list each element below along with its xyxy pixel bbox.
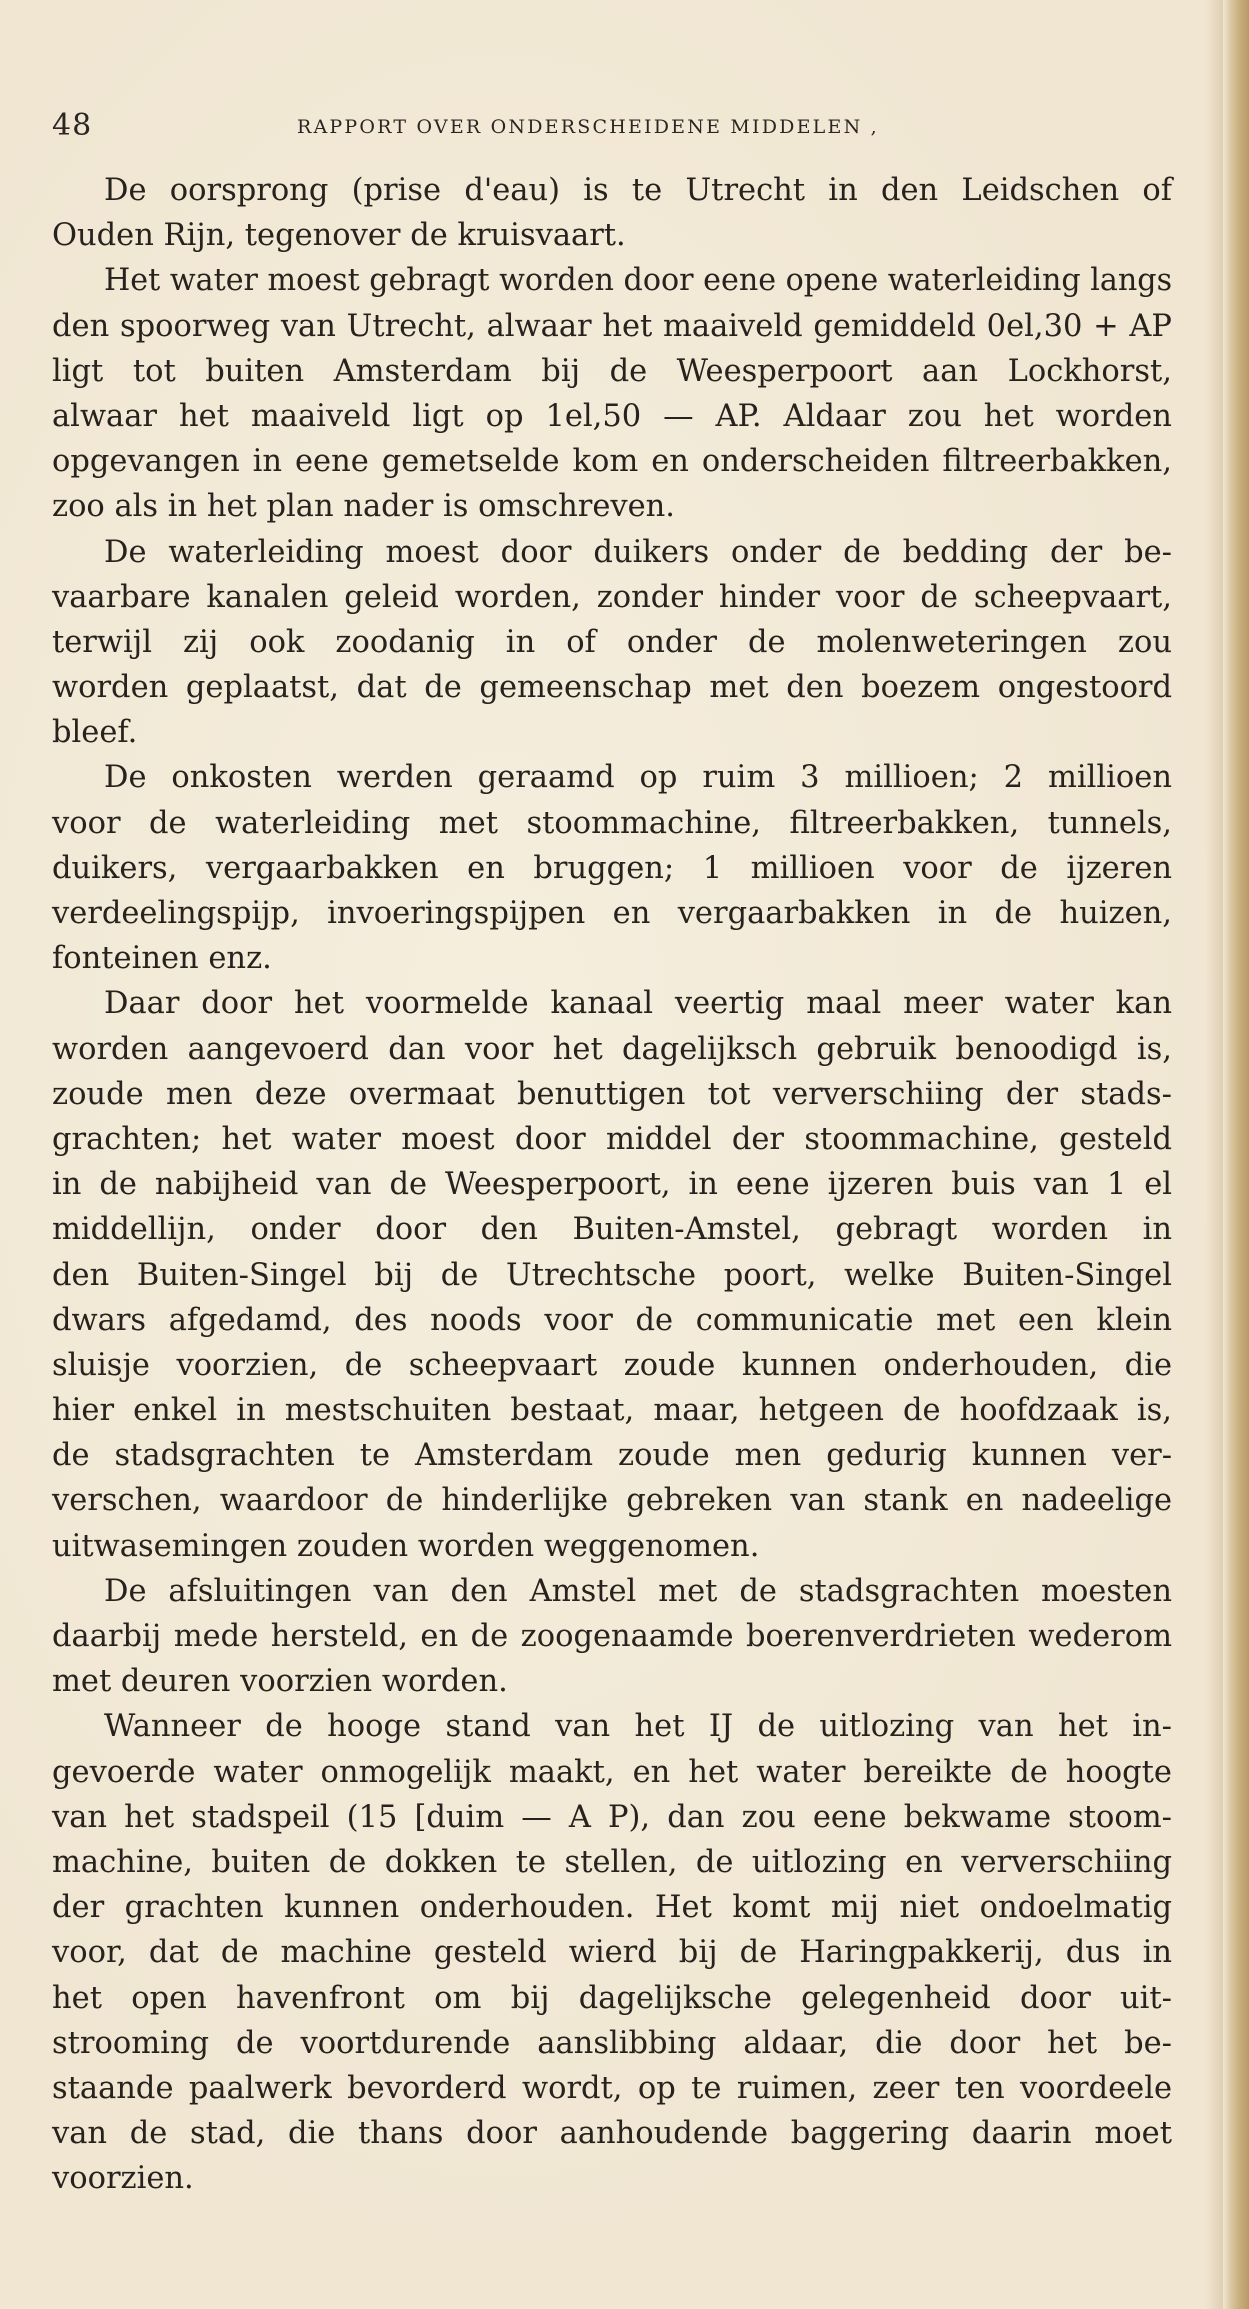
text-line: hier enkel in mestschuiten bestaat, maar, hetgeen de hoofdzaak is, [52,1393,1172,1429]
text-line: alwaar het maaiveld ligt op 1el,50 — AP. Aldaar zou het worden [52,398,1172,434]
text-line: middellijn, onder door den Buiten-Amstel, gebragt worden in [52,1212,1173,1248]
text-line: worden geplaatst, dat de gemeenschap met den boezem ongestoord [52,670,1173,706]
text-line: voor de waterleiding met stoommachine, filtreerbakken, tunnels, [52,805,1172,841]
text-line: van het stadspeil (15 [duim — A P), dan zou eene bekwame stoom- [52,1799,1172,1835]
paragraph-first-line: De waterleiding moest door duikers onder de bedding der be- [104,534,1172,570]
text-line: zoude men deze overmaat benuttigen tot ververschiing der stads- [52,1076,1172,1112]
text-line: strooming de voortdurende aanslibbing aldaar, die door het be- [52,2025,1172,2061]
text-line: uitwasemingen zouden worden weggenomen. [52,1528,760,1564]
text-line: fonteinen enz. [52,941,272,977]
text-line: verschen, waardoor de hinderlijke gebreken van stank en nadeelige [52,1483,1173,1519]
text-line: verdeelingspijp, invoeringspijpen en vergaarbakken in de huizen, [52,896,1172,931]
text-line: duikers, vergaarbakken en bruggen; 1 millioen voor de ijzeren [52,850,1173,886]
text-line: den spoorweg van Utrecht, alwaar het maaiveld gemiddeld 0el,30 + AP [52,308,1172,344]
text-line: bleef. [52,715,138,751]
text-line: Ouden Rijn, tegenover de kruisvaart. [52,218,626,254]
page-spine-edge [1223,0,1249,2309]
text-line: gevoerde water onmogelijk maakt, en het water bereikte de hoogte [52,1754,1172,1790]
text-line: in de nabijheid van de Weesperpoort, in eene ijzeren buis van 1 el [52,1167,1173,1203]
body-text [52,168,1222,2201]
text-line: sluisje voorzien, de scheepvaart zoude kunnen onderhouden, die [52,1347,1172,1383]
text-line: voor, dat de machine gesteld wierd bij de Haringpakkerij, dus in [52,1935,1172,1971]
text-line: vaarbare kanalen geleid worden, zonder hinder voor de scheepvaart, [52,579,1172,615]
text-line: terwijl zij ook zoodanig in of onder de molenweteringen zou [52,624,1172,660]
page-number: 48 [52,108,93,143]
text-line: voorzien. [52,2161,194,2197]
text-line: opgevangen in eene gemetselde kom en onderscheiden filtreerbakken, [52,444,1172,480]
paragraph-first-line: De onkosten werden geraamd op ruim 3 millioen; 2 millioen [104,760,1172,796]
text-line: daarbij mede hersteld, en de zoogenaamde boerenverdrieten wederom [52,1619,1173,1654]
text-line: van de stad, die thans door aanhoudende baggering daarin moet [52,2116,1172,2152]
text-line: grachten; het water moest door middel der stoommachine, gesteld [52,1121,1172,1157]
paragraph-first-line: De afsluitingen van den Amstel met de stadsgrachten moesten [104,1573,1172,1609]
text-line: ligt tot buiten Amsterdam bij de Weesperpoort aan Lockhorst, [52,353,1172,389]
text-line: zoo als in het plan nader is omschreven. [52,489,676,525]
text-line: met deuren voorzien worden. [52,1664,508,1700]
text-line: de stadsgrachten te Amsterdam zoude men gedurig kunnen ver- [52,1438,1173,1474]
text-line: der grachten kunnen onderhouden. Het komt mij niet ondoelmatig [52,1890,1173,1926]
paragraph-first-line: De oorsprong (prise d'eau) is te Utrecht in den Leidschen of [104,173,1172,208]
text-line: het open havenfront om bij dagelijksche gelegenheid door uit- [52,1980,1172,2016]
text-line: staande paalwerk bevorderd wordt, op te ruimen, zeer ten voordeele [52,2070,1173,2106]
paragraph-first-line: Daar door het voormelde kanaal veertig maal meer water kan [104,986,1172,1022]
paragraph-first-line: Wanneer de hooge stand van het IJ de uitlozing van het in- [104,1709,1172,1745]
running-head: RAPPORT OVER ONDERSCHEIDENE MIDDELEN , [297,116,879,138]
text-line: machine, buiten de dokken te stellen, de uitlozing en ververschiing [52,1844,1173,1880]
page-header [52,108,1192,148]
text-line: worden aangevoerd dan voor het dagelijksch gebruik benoodigd is, [52,1031,1172,1067]
text-line: den Buiten-Singel bij de Utrechtsche poort, welke Buiten-Singel [52,1257,1172,1293]
text-line: dwars afgedamd, des noods voor de communicatie met een klein [52,1302,1173,1338]
paragraph-first-line: Het water moest gebragt worden door eene opene waterleiding langs [104,263,1173,299]
